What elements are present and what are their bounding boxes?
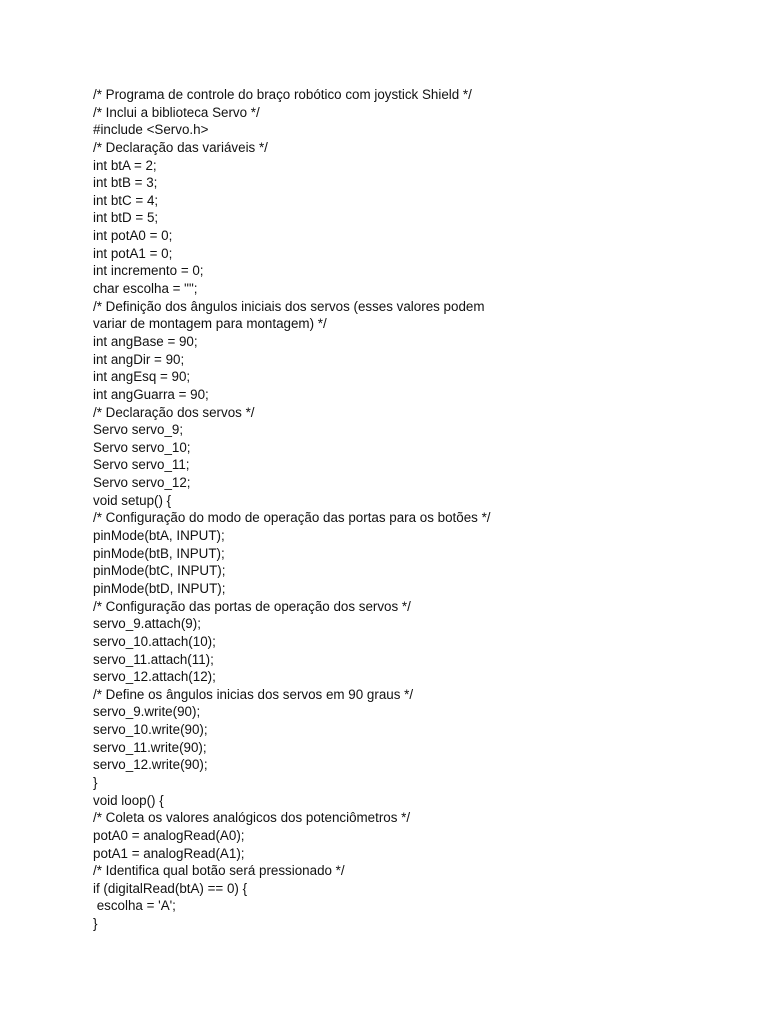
code-listing [93, 86, 733, 933]
code-line: Servo servo_10; [93, 439, 191, 455]
code-line: /* Declaração das variáveis */ [93, 139, 268, 155]
code-line: int angEsq = 90; [93, 369, 191, 385]
code-line: int angDir = 90; [93, 351, 185, 367]
code-line: void setup() { [93, 492, 172, 508]
code-line: /* Identifica qual botão será pressionado */ [93, 863, 345, 879]
code-line: Servo servo_12; [93, 475, 191, 491]
code-line: int incremento = 0; [93, 263, 204, 279]
code-line: /* Coleta os valores analógicos dos potenciômetros */ [93, 810, 411, 826]
code-line: int btB = 3; [93, 175, 158, 191]
code-line: int btD = 5; [93, 210, 159, 226]
code-line: servo_11.attach(11); [93, 651, 214, 667]
code-line: Servo servo_9; [93, 422, 184, 438]
code-line: potA0 = analogRead(A0); [93, 827, 245, 843]
code-line: int angGuarra = 90; [93, 386, 209, 402]
code-line: /* Configuração das portas de operação dos servos */ [93, 598, 411, 614]
code-line: servo_10.write(90); [93, 722, 208, 738]
code-line: } [93, 774, 98, 790]
code-line: servo_10.attach(10); [93, 633, 216, 649]
code-line: variar de montagem para montagem) */ [93, 316, 327, 332]
code-line: pinMode(btA, INPUT); [93, 528, 225, 544]
code-line: } [93, 916, 98, 932]
code-line: if (digitalRead(btA) == 0) { [93, 880, 248, 896]
code-line: servo_9.attach(9); [93, 616, 201, 632]
code-line: /* Define os ângulos inicias dos servos em 90 graus */ [93, 686, 414, 702]
code-line: char escolha = ""; [93, 281, 198, 297]
code-line: #include <Servo.h> [93, 122, 209, 138]
code-line: void loop() { [93, 792, 164, 808]
code-line: /* Programa de controle do braço robótico com joystick Shield */ [93, 87, 472, 102]
code-line: servo_9.write(90); [93, 704, 201, 720]
code-line: int btC = 4; [93, 192, 159, 208]
code-line: servo_12.attach(12); [93, 669, 216, 685]
code-line: potA1 = analogRead(A1); [93, 845, 245, 861]
code-line: int angBase = 90; [93, 333, 198, 349]
code-line: pinMode(btD, INPUT); [93, 580, 226, 596]
code-line: int potA1 = 0; [93, 245, 173, 261]
code-line: Servo servo_11; [93, 457, 190, 473]
code-line: int potA0 = 0; [93, 228, 173, 244]
code-line: escolha = 'A'; [93, 898, 176, 914]
code-line: pinMode(btB, INPUT); [93, 545, 225, 561]
code-line: /* Definição dos ângulos iniciais dos servos (esses valores podem [93, 298, 485, 314]
code-line: /* Configuração do modo de operação das portas para os botões */ [93, 510, 491, 526]
code-line: /* Inclui a biblioteca Servo */ [93, 104, 260, 120]
code-line: servo_11.write(90); [93, 739, 207, 755]
code-line: /* Declaração dos servos */ [93, 404, 255, 420]
code-line: servo_12.write(90); [93, 757, 208, 773]
code-line: pinMode(btC, INPUT); [93, 563, 226, 579]
code-line: int btA = 2; [93, 157, 157, 173]
